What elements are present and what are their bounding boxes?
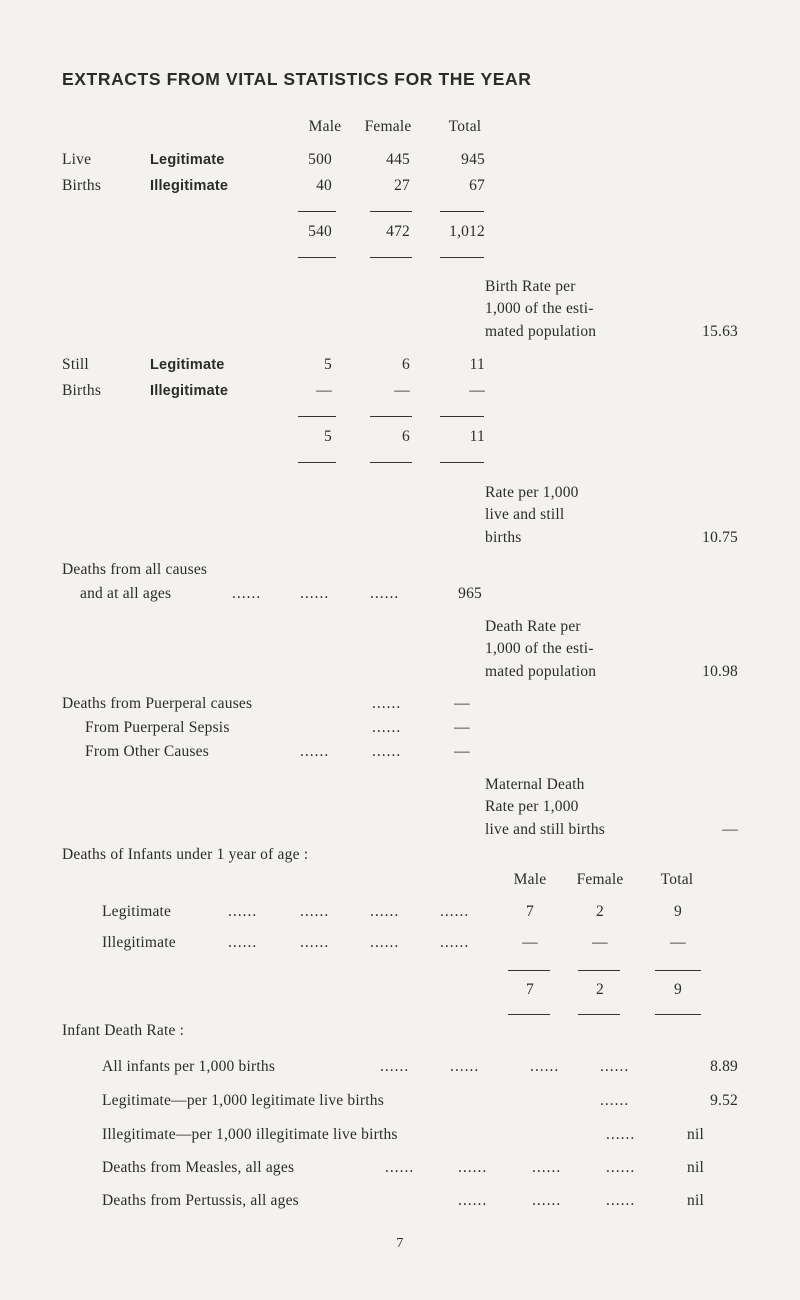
leader-dots: ...... — [380, 1058, 410, 1075]
infant-illegit-label: Illegitimate — [102, 934, 176, 951]
idr-all-label: All infants per 1,000 births — [102, 1058, 276, 1075]
live-total-total: 1,012 — [449, 223, 485, 240]
still-legit-female: 6 — [402, 356, 410, 373]
deaths-all-value: 965 — [458, 585, 482, 602]
leader-dots: ...... — [532, 1159, 562, 1176]
still-legit-label: Legitimate — [150, 357, 225, 373]
infant-total-total: 9 — [674, 981, 682, 998]
death-rate-text-1: Death Rate per — [485, 618, 581, 635]
leader-dots: ...... — [370, 903, 400, 920]
rule — [370, 211, 412, 212]
live-legit-total: 945 — [461, 151, 485, 168]
live-illegit-total: 67 — [469, 177, 485, 194]
live-births-label-2: Births — [62, 177, 102, 194]
still-births-label-2: Births — [62, 382, 102, 399]
rule — [370, 462, 412, 463]
idr-all-value: 8.89 — [710, 1058, 738, 1075]
rule — [578, 970, 620, 971]
still-illegit-male: — — [316, 382, 332, 399]
infant-death-rate-label: Infant Death Rate : — [62, 1022, 185, 1039]
idr-pertussis-label: Deaths from Pertussis, all ages — [102, 1192, 299, 1209]
infant-col-header-male: Male — [513, 871, 547, 888]
infant-illegit-female: — — [592, 934, 608, 951]
live-legit-female: 445 — [386, 151, 410, 168]
death-rate-text-3: mated population — [485, 663, 597, 680]
still-total-female: 6 — [402, 428, 410, 445]
leader-dots: ...... — [228, 903, 258, 920]
leader-dots: ...... — [300, 903, 330, 920]
leader-dots: ...... — [440, 934, 470, 951]
rule — [440, 462, 484, 463]
leader-dots: ...... — [228, 934, 258, 951]
infant-col-header-total: Total — [660, 871, 694, 888]
leader-dots: ...... — [372, 743, 402, 760]
still-illegit-female: — — [394, 382, 410, 399]
leader-dots: ...... — [300, 585, 330, 602]
leader-dots: ...... — [532, 1192, 562, 1209]
live-illegit-female: 27 — [394, 177, 410, 194]
still-rate-text-2: live and still — [485, 506, 565, 523]
puerperal-value: — — [454, 695, 470, 712]
live-illegit-label: Illegitimate — [150, 178, 229, 194]
col-header-male: Male — [308, 118, 342, 135]
leader-dots: ...... — [440, 903, 470, 920]
maternal-rate-text-1: Maternal Death — [485, 776, 585, 793]
live-births-label-1: Live — [62, 151, 92, 168]
still-illegit-label: Illegitimate — [150, 383, 229, 399]
rule — [440, 211, 484, 212]
infant-total-male: 7 — [526, 981, 534, 998]
infants-label: Deaths of Infants under 1 year of age : — [62, 846, 309, 863]
live-total-female: 472 — [386, 223, 410, 240]
death-rate-value: 10.98 — [702, 663, 738, 680]
leader-dots: ...... — [370, 934, 400, 951]
leader-dots: ...... — [600, 1092, 630, 1109]
leader-dots: ...... — [606, 1126, 636, 1143]
rule — [370, 257, 412, 258]
page-title: EXTRACTS FROM VITAL STATISTICS FOR THE YEAR — [62, 69, 532, 89]
birth-rate-text-2: 1,000 of the esti- — [485, 300, 594, 317]
maternal-rate-text-2: Rate per 1,000 — [485, 798, 579, 815]
maternal-rate-value: — — [722, 821, 738, 838]
infant-total-female: 2 — [596, 981, 604, 998]
rule — [440, 257, 484, 258]
rule — [440, 416, 484, 417]
leader-dots: ...... — [450, 1058, 480, 1075]
leader-dots: ...... — [385, 1159, 415, 1176]
still-illegit-total: — — [469, 382, 485, 399]
leader-dots: ...... — [606, 1159, 636, 1176]
infant-legit-male: 7 — [526, 903, 534, 920]
rule — [370, 416, 412, 417]
rule — [578, 1014, 620, 1015]
infant-illegit-total: — — [670, 934, 686, 951]
leader-dots: ...... — [600, 1058, 630, 1075]
leader-dots: ...... — [372, 695, 402, 712]
col-header-female: Female — [364, 118, 412, 135]
leader-dots: ...... — [300, 934, 330, 951]
idr-legit-value: 9.52 — [710, 1092, 738, 1109]
death-rate-text-2: 1,000 of the esti- — [485, 640, 594, 657]
deaths-all-label-1: Deaths from all causes — [62, 561, 208, 578]
idr-measles-label: Deaths from Measles, all ages — [102, 1159, 295, 1176]
page-number: 7 — [396, 1236, 404, 1251]
rule — [298, 211, 336, 212]
still-births-label-1: Still — [62, 356, 89, 373]
leader-dots: ...... — [300, 743, 330, 760]
idr-measles-value: nil — [687, 1159, 704, 1176]
still-total-total: 11 — [469, 428, 485, 445]
rule — [298, 462, 336, 463]
leader-dots: ...... — [458, 1159, 488, 1176]
still-total-male: 5 — [324, 428, 332, 445]
live-legit-label: Legitimate — [150, 152, 225, 168]
still-legit-male: 5 — [324, 356, 332, 373]
rule — [298, 416, 336, 417]
puerperal-sepsis-label: From Puerperal Sepsis — [85, 719, 230, 736]
still-legit-total: 11 — [469, 356, 485, 373]
puerperal-label: Deaths from Puerperal causes — [62, 695, 253, 712]
live-legit-male: 500 — [308, 151, 332, 168]
deaths-all-label-2: and at all ages — [80, 585, 172, 602]
birth-rate-text-1: Birth Rate per — [485, 278, 576, 295]
still-rate-text-3: births — [485, 529, 522, 546]
birth-rate-text-3: mated population — [485, 323, 597, 340]
leader-dots: ...... — [232, 585, 262, 602]
still-rate-text-1: Rate per 1,000 — [485, 484, 579, 501]
rule — [508, 970, 550, 971]
puerperal-other-value: — — [454, 743, 470, 760]
rule — [298, 257, 336, 258]
idr-illegit-value: nil — [687, 1126, 704, 1143]
still-rate-value: 10.75 — [702, 529, 738, 546]
idr-illegit-label: Illegitimate—per 1,000 illegitimate live births — [102, 1126, 398, 1143]
infant-illegit-male: — — [522, 934, 538, 951]
puerperal-other-label: From Other Causes — [85, 743, 209, 760]
rule — [508, 1014, 550, 1015]
maternal-rate-text-3: live and still births — [485, 821, 606, 838]
leader-dots: ...... — [530, 1058, 560, 1075]
live-total-male: 540 — [308, 223, 332, 240]
infant-legit-total: 9 — [674, 903, 682, 920]
rule — [655, 1014, 701, 1015]
birth-rate-value: 15.63 — [702, 323, 738, 340]
leader-dots: ...... — [370, 585, 400, 602]
infant-legit-female: 2 — [596, 903, 604, 920]
leader-dots: ...... — [606, 1192, 636, 1209]
idr-legit-label: Legitimate—per 1,000 legitimate live births — [102, 1092, 384, 1109]
infant-col-header-female: Female — [576, 871, 624, 888]
puerperal-sepsis-value: — — [454, 719, 470, 736]
live-illegit-male: 40 — [316, 177, 332, 194]
idr-pertussis-value: nil — [687, 1192, 704, 1209]
infant-legit-label: Legitimate — [102, 903, 172, 920]
col-header-total: Total — [448, 118, 482, 135]
rule — [655, 970, 701, 971]
leader-dots: ...... — [372, 719, 402, 736]
leader-dots: ...... — [458, 1192, 488, 1209]
